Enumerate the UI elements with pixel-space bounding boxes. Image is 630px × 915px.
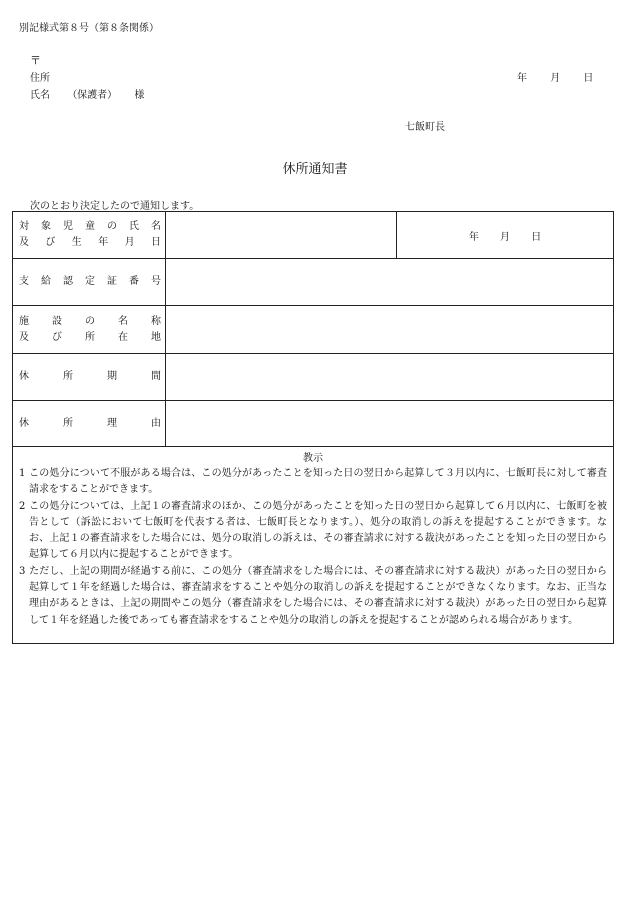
issue-date-day: 日 — [583, 73, 594, 84]
notice-heading: 教示 — [303, 453, 323, 464]
child-name-field[interactable] — [166, 212, 397, 259]
facility-field[interactable] — [166, 306, 614, 354]
notice-item-text: ただし、上記の期間が経過する前に、この処分（審査請求をした場合には、その審査請求に対する裁決）があった日の翌日から起算して１年を経過した場合は、審査請求をすることや処分の取消しの訴えを提起することができなくなります。なお、正当な理由があるときは、上記の期間やこの処分（審査請求をした場合には、その審査請求に対する裁決）があった日の翌日から起算して１年を経過した後であっても審査請求をすることや処分の取消しの訴えを提起することが認められる場合があります。 — [29, 565, 607, 626]
certificate-number-field[interactable] — [166, 259, 614, 306]
leave-reason-field[interactable] — [166, 401, 614, 447]
recipient-name-line — [30, 86, 158, 101]
guardian-label: （保護者） — [67, 90, 118, 101]
table-row-notice — [13, 447, 614, 644]
label-line: 対 象 児 童 の 氏 名 — [19, 221, 161, 232]
honorific: 様 — [134, 90, 145, 101]
notice-item — [19, 466, 607, 499]
issue-date-year: 年 — [517, 73, 527, 84]
leave-reason-label — [13, 401, 166, 447]
label-line: 休 所 理 由 — [19, 417, 161, 429]
intro-text: 次のとおり決定したので通知します。 — [30, 201, 200, 212]
leave-period-label — [13, 354, 166, 401]
label-line: 及 び 所 在 地 — [19, 331, 161, 343]
facility-label — [13, 306, 166, 354]
table-row-certificate — [13, 259, 614, 306]
form-number: 別記様式第８号（第８条関係） — [19, 23, 159, 34]
child-name-birthdate-label — [13, 212, 166, 259]
birthdate-field[interactable] — [397, 212, 614, 259]
label-line: 支 給 認 定 証 番 号 — [19, 276, 161, 287]
birthdate-year: 年 — [468, 231, 479, 243]
birthdate-month: 月 — [500, 231, 510, 243]
issue-date-month: 月 — [550, 73, 561, 84]
table-row-period — [13, 354, 614, 401]
birthdate-day: 日 — [531, 231, 542, 243]
certificate-number-label — [13, 259, 166, 306]
notice-item-text: この処分について不服がある場合は、この処分があったことを知った日の翌日から起算して３月以内に、七飯町長に対して審査請求をすることができます。 — [29, 468, 607, 496]
label-line: 施 設 の 名 称 — [19, 315, 161, 327]
label-line: 及 び 生 年 月 日 — [19, 237, 161, 248]
notice-form-table — [12, 211, 614, 644]
issue-date — [517, 69, 593, 84]
document-title: 休所通知書 — [282, 162, 348, 177]
name-label: 氏名 — [30, 90, 50, 101]
notice-body — [13, 464, 613, 643]
table-row-reason — [13, 401, 614, 447]
notice-item-number: 2 — [19, 500, 26, 512]
appeal-notice — [13, 447, 614, 644]
label-line: 休 所 期 間 — [19, 371, 161, 382]
postal-mark: 〒 — [30, 54, 41, 67]
table-row-child — [13, 212, 614, 259]
notice-item-number: 3 — [19, 565, 26, 577]
table-row-facility — [13, 306, 614, 354]
leave-period-field[interactable] — [166, 354, 614, 401]
address-label: 住所 — [30, 73, 50, 84]
issuer: 七飯町長 — [405, 122, 445, 133]
notice-item — [19, 564, 607, 629]
notice-item-number: 1 — [19, 468, 26, 479]
notice-item-text: この処分については、上記１の審査請求のほか、この処分があったことを知った日の翌日から起算して６月以内に、七飯町を被告として（訴訟において七飯町を代表する者は、七飯町長となります。）、処分の取消しの訴えを提起することができます。なお、上記１の審査請求をした場合には、処分の取消しの訴えは、その審査請求に対する裁決があったことを知った日の翌日から起算して６月以内に提起することができます。 — [29, 500, 607, 561]
notice-item — [19, 499, 607, 564]
